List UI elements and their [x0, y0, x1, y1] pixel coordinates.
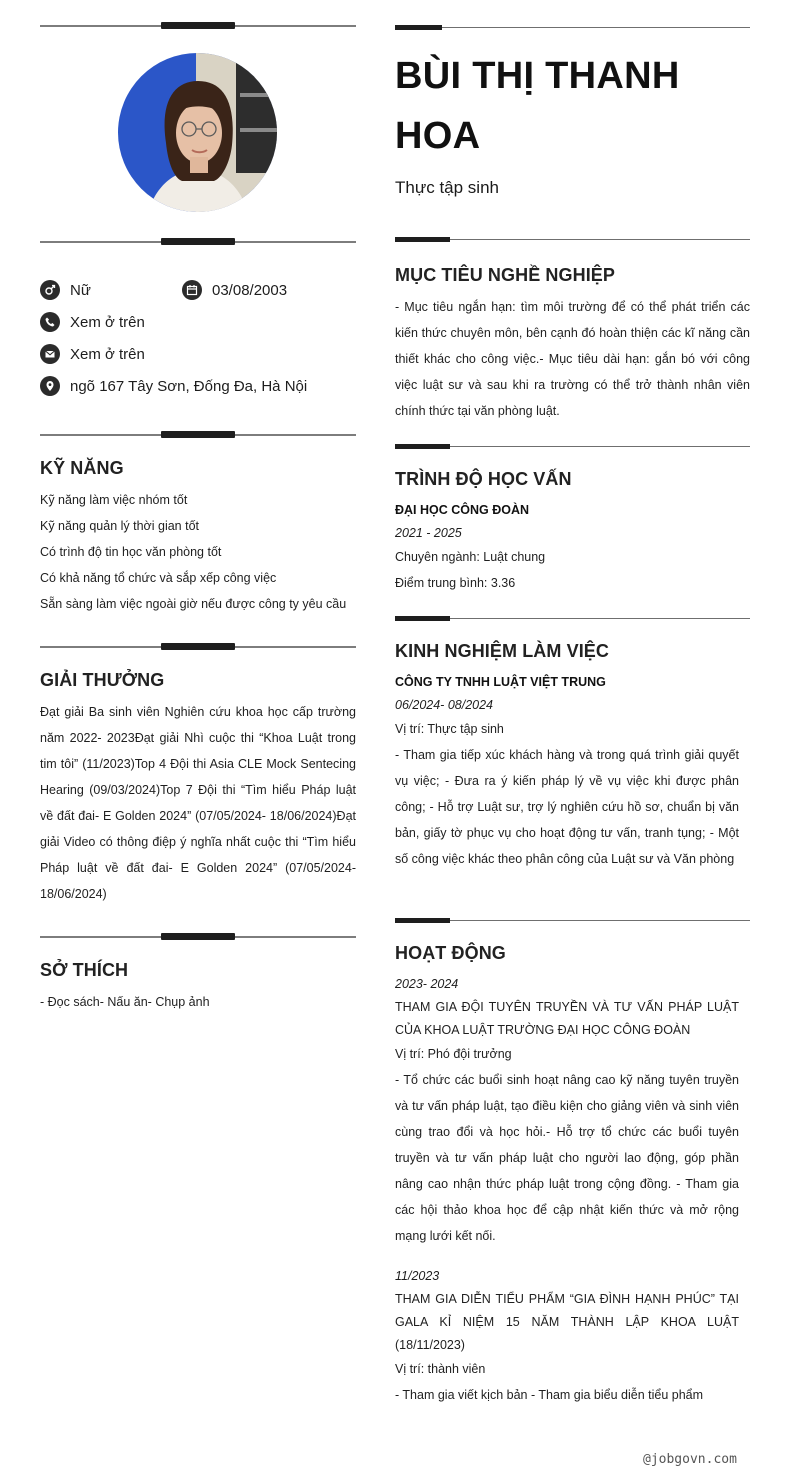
hobbies-title: SỞ THÍCH — [40, 960, 129, 980]
education-major: Chuyên ngành: Luật chung — [395, 550, 546, 564]
phone-row — [40, 311, 145, 333]
divider — [40, 22, 356, 30]
skill-item: Có khả năng tổ chức và sắp xếp công việc — [40, 571, 277, 585]
experience-description: - Tham gia tiếp xúc khách hàng và trong quá trình giải quyết vụ việc; - Đưa ra ý kiến pháp lý về vụ việc khi được phân công; - Hỗ trợ Luật sư, trợ lý nghiên cứu hồ sơ, chuẩn bị văn bản, giấy tờ phục vụ cho hoạt động tư vấn, tranh tụng; - Một số công việc khác theo phân công của Luật sư và Văn phòng — [395, 748, 739, 866]
calendar-icon — [182, 280, 202, 300]
divider — [40, 238, 356, 246]
activity-period: 2023- 2024 — [395, 977, 459, 991]
email-row — [40, 343, 145, 365]
skill-item: Kỹ năng quản lý thời gian tốt — [40, 519, 199, 533]
objective-title: MỤC TIÊU NGHỀ NGHIỆP — [395, 265, 616, 285]
experience-period: 06/2024- 08/2024 — [395, 698, 494, 712]
experience-title: KINH NGHIỆM LÀM VIỆC — [395, 641, 610, 661]
education-gpa: Điểm trung bình: 3.36 — [395, 576, 516, 590]
location-pin-icon — [40, 376, 60, 396]
divider — [395, 25, 750, 31]
experience-position: Vị trí: Thực tập sinh — [395, 722, 504, 736]
activity-period: 11/2023 — [395, 1269, 440, 1283]
divider — [40, 643, 356, 651]
gender-value: Nữ — [70, 281, 91, 299]
activity-position: Vị trí: thành viên — [395, 1362, 486, 1376]
activity-description: - Tham gia viết kịch bản - Tham gia biểu diễn tiểu phẩm — [395, 1388, 704, 1402]
phone-icon — [40, 312, 60, 332]
watermark: @jobgovn.com — [643, 1452, 737, 1467]
candidate-name: BÙI THỊ THANH HOA — [395, 55, 680, 157]
avatar — [118, 53, 277, 212]
divider — [40, 933, 356, 941]
address-value: ngõ 167 Tây Sơn, Đống Đa, Hà Nội — [70, 377, 308, 395]
objective-text: - Mục tiêu ngắn hạn: tìm môi trường để có thể phát triển các kiến thức chuyên môn, bên cạnh đó hoàn thiện các kĩ năng cần thiết khác cho công việc.- Mục tiêu dài hạn: gắn bó với công việc luật sư và sau khi ra trường có thể trở thành nhân viên chính thức tại văn phòng luật. — [395, 300, 750, 418]
activity-name: THAM GIA DIỄN TIỂU PHẨM “GIA ĐÌNH HẠNH PHÚC” TẠI GALA KỈ NIỆM 15 NĂM THÀNH LẬP KHOA LUẬT (18/11/2023) — [395, 1292, 739, 1352]
skills-title: KỸ NĂNG — [40, 458, 124, 478]
email-value: Xem ở trên — [70, 345, 145, 363]
awards-text: Đạt giải Ba sinh viên Nghiên cứu khoa học cấp trường năm 2022- 2023Đạt giải Nhì cuộc thi “Khoa Luật trong tim tôi” (11/2023)Top 4 Đội thi Asia CLE Mock Sentecing Hearing (09/03/2024)Top 7 Đội thi “Tìm hiểu Pháp luật về đất đai- E Golden 2024” (07/05/2024- 18/06/2024)Đạt giải Video có thông điệp ý nghĩa nhất cuộc thi “Tìm hiểu Pháp luật về đất đai- E Golden 2024” (07/05/2024- 18/06/2024) — [40, 705, 356, 901]
education-period: 2021 - 2025 — [395, 526, 462, 540]
activity-name: THAM GIA ĐỘI TUYÊN TRUYỀN VÀ TƯ VẤN PHÁP LUẬT CỦA KHOA LUẬT TRƯỜNG ĐẠI HỌC CÔNG ĐOÀN — [395, 1000, 739, 1037]
address-row — [40, 375, 307, 397]
divider — [40, 431, 356, 439]
gender-icon — [40, 280, 60, 300]
dob-row — [182, 279, 287, 301]
hobbies-text: - Đọc sách- Nấu ăn- Chụp ảnh — [40, 995, 210, 1009]
divider — [395, 237, 750, 243]
education-title: TRÌNH ĐỘ HỌC VẤN — [395, 469, 572, 489]
divider — [395, 444, 750, 450]
activities-title: HOẠT ĐỘNG — [395, 943, 506, 963]
activity-description: - Tổ chức các buổi sinh hoạt nâng cao kỹ năng tuyên truyền và tư vấn pháp luật, tạo điều kiện cho giảng viên và sinh viên cùng trao đổi và học hỏi.- Hỗ trợ tổ chức các buổi tuyên truyền và tư vấn pháp luật cho người lao động, góp phần nâng cao nhận thức pháp luật trong cộng đồng. - Tham gia các hội thảo khoa học để cập nhật kiến thức và mở rộng mạng lưới kết nối. — [395, 1073, 739, 1243]
skill-item: Có trình độ tin học văn phòng tốt — [40, 545, 222, 559]
company-name: CÔNG TY TNHH LUẬT VIỆT TRUNG — [395, 675, 606, 689]
divider — [395, 918, 750, 924]
job-title: Thực tập sinh — [395, 178, 499, 197]
activity-position: Vị trí: Phó đội trưởng — [395, 1047, 512, 1061]
gender-row — [40, 279, 91, 301]
phone-value: Xem ở trên — [70, 313, 145, 331]
divider — [395, 616, 750, 622]
mail-icon — [40, 344, 60, 364]
skill-item: Kỹ năng làm việc nhóm tốt — [40, 493, 188, 507]
dob-value: 03/08/2003 — [212, 281, 288, 299]
school-name: ĐẠI HỌC CÔNG ĐOÀN — [395, 503, 530, 517]
awards-title: GIẢI THƯỞNG — [40, 670, 165, 690]
skill-item: Sẵn sàng làm việc ngoài giờ nếu được công ty yêu cầu — [40, 597, 347, 611]
